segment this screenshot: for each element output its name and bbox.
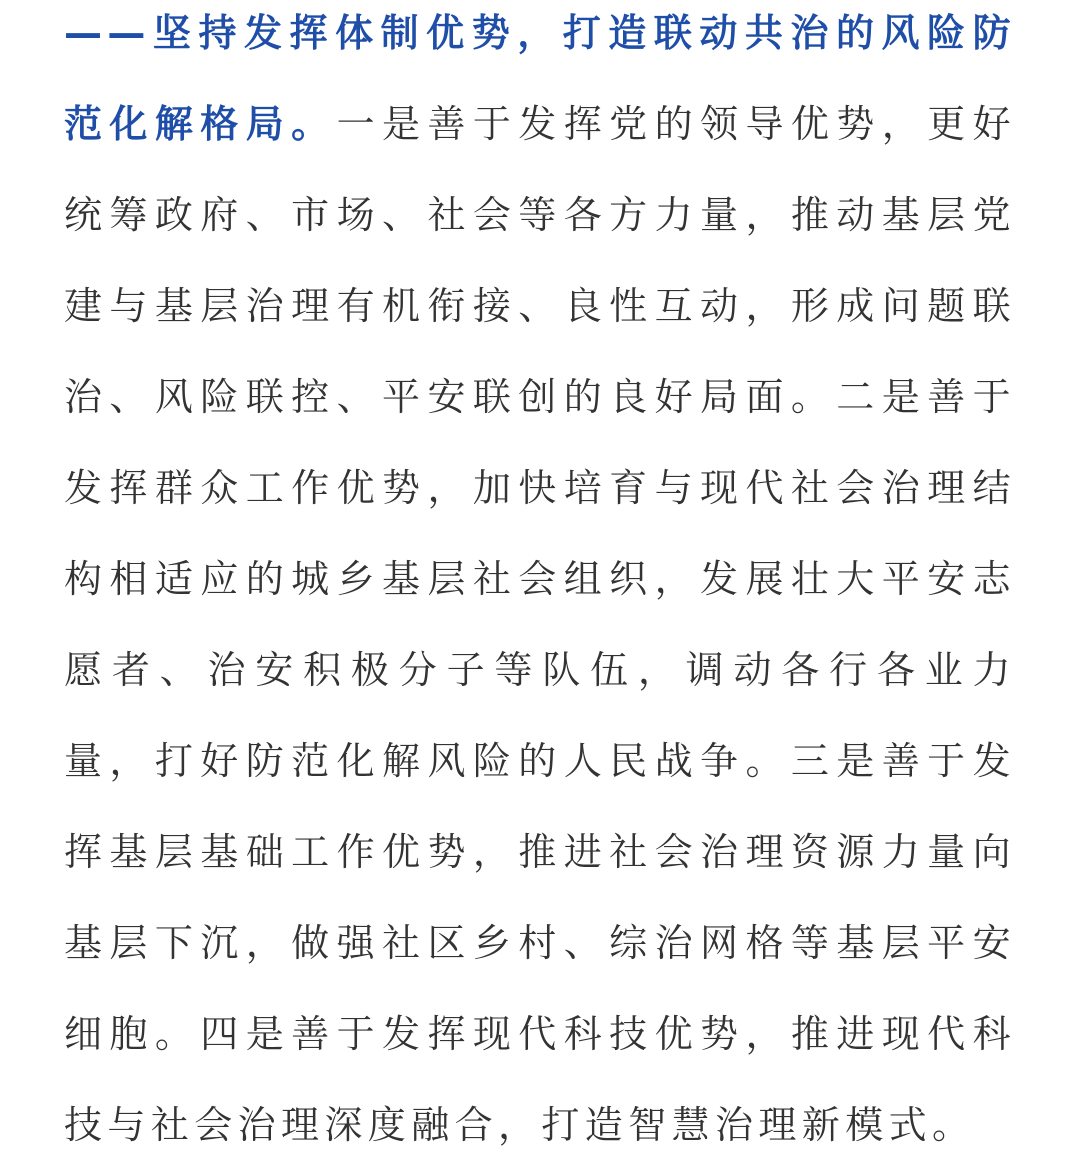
paragraph-body: 一是善于发挥党的领导优势，更好统筹政府、市场、社会等各方力量，推动基层党建与基层治理有机衔接、良性互动，形成问题联治、风险联控、平安联创的良好局面。二是善于发挥群众工作优势，加快培育与现代社会治理结构相适应的城乡基层社会组织，发展壮大平安志愿者、治安积极分子等队伍，调动各行各业力量，打好防范化解风险的人民战争。三是善于发挥基层基础工作优势，推进社会治理资源力量向基层下沉，做强社区乡村、综治网格等基层平安细胞。四是善于发挥现代科技优势，推进现代科技与社会治理深度融合，打造智慧治理新模式。 — [64, 102, 1016, 1147]
paragraph-heading: ——坚持发挥体制优势，打造联动共治的风险防范化解格局。 — [64, 11, 1016, 146]
article-paragraph — [64, 0, 1016, 1171]
